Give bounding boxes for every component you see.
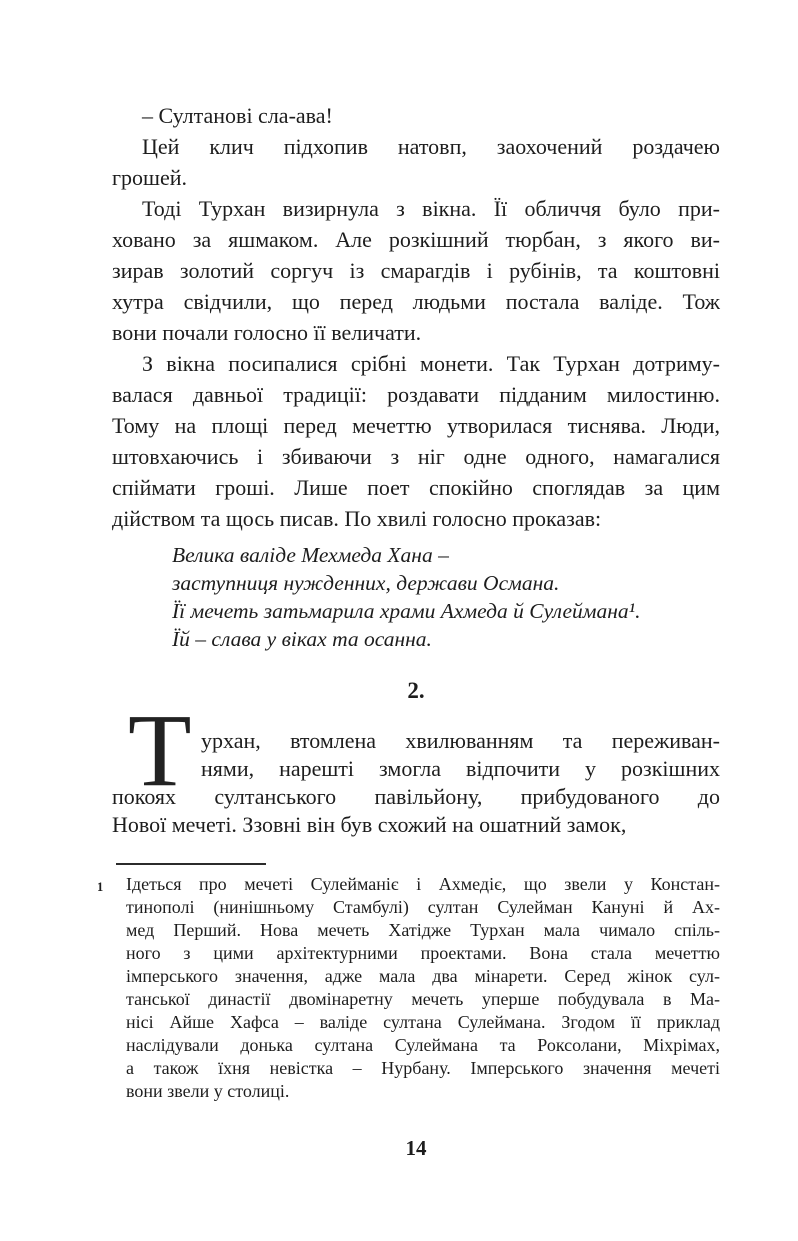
- text-line: танської династії двомінаретну мечеть уперше побудувала в Ма-: [126, 989, 720, 1009]
- text-line: штовхаючись і збиваючи з ніг одне одного, намагалися: [112, 444, 720, 469]
- text-line: спіймати гроші. Лише поет спокійно споглядав за цим: [112, 475, 720, 500]
- body-paragraphs: [112, 100, 720, 534]
- text-line: З вікна посипалися срібні монети. Так Турхан дотриму-: [142, 351, 720, 376]
- text-line: хутра свідчили, що перед людьми постала валіде. Тож: [112, 289, 720, 314]
- paragraph: [112, 348, 720, 534]
- text-line: заступниця нужденних, держави Османа.: [172, 571, 560, 595]
- verse-block: [172, 541, 720, 653]
- text-line: – Султанові сла-ава!: [142, 103, 333, 128]
- text-line: імперського значення, адже мала два мінарети. Серед жінок сул-: [126, 966, 720, 986]
- text-line: а також їхня невістка – Нурбану. Імперського значення мечеті: [126, 1058, 720, 1078]
- paragraph: [112, 100, 720, 131]
- text-line: Тоді Турхан визирнула з вікна. Її обличчя було при-: [142, 196, 720, 221]
- text-line: валася давньої традиції: роздавати підданим милостиню.: [112, 382, 720, 407]
- text-line: зирав золотий соргуч із смарагдів і рубінів, та коштовні: [112, 258, 720, 283]
- text-line: грошей.: [112, 165, 188, 190]
- text-line: урхан, втомлена хвилюванням та переживан-: [201, 728, 720, 753]
- paragraph: [112, 193, 720, 348]
- text-line: ховано за яшмаком. Але розкішний тюрбан, з якого ви-: [112, 227, 720, 252]
- text-line: вони почали голосно її величати.: [112, 320, 422, 345]
- text-line: ного з цими архітектурними проектами. Вона стала мечеттю: [126, 943, 720, 963]
- text-line: Тому на площі перед мечеттю утворилася тиснява. Люди,: [112, 413, 720, 438]
- text-line: Ідеться про мечеті Сулейманіє і Ахмедіє, що звели у Констан-: [126, 874, 720, 894]
- text-line: дійством та щось писав. По хвилі голосно проказав:: [112, 506, 602, 531]
- text-line: Її мечеть затьмарила храми Ахмеда й Сулеймана¹.: [172, 599, 641, 623]
- text-line: Цей клич підхопив натовп, заохочений роздачею: [142, 134, 720, 159]
- text-line: Велика валіде Мехмеда Хана –: [172, 543, 449, 567]
- footnote: [97, 873, 720, 1103]
- dropcap-paragraph: [112, 693, 720, 839]
- text-line: вони звели у столиці.: [126, 1081, 290, 1101]
- text-line: нісі Айше Хафса – валіде султана Сулеймана. Згодом її приклад: [126, 1012, 720, 1032]
- footnote-marker: 1: [97, 880, 104, 894]
- text-line: покоях султанського павільйону, прибудованого до: [112, 784, 720, 809]
- paragraph: [112, 131, 720, 193]
- page-number: 14: [405, 1136, 427, 1160]
- text-line: Нової мечеті. Ззовні він був схожий на ошатний замок,: [112, 812, 627, 837]
- drop-cap: [128, 693, 192, 808]
- text-line: мед Перший. Нова мечеть Хатідже Турхан мала чимало спіль-: [126, 920, 720, 940]
- drop-cap-letter: Т: [128, 693, 192, 808]
- text-line: Їй – слава у віках та осанна.: [172, 627, 432, 651]
- text-line: нями, нарешті змогла відпочити у розкішних: [201, 756, 720, 781]
- footnote-divider: [116, 863, 266, 865]
- section-heading: 2.: [407, 678, 425, 703]
- text-line: наслідували донька султана Сулеймана та Роксолани, Міхрімах,: [126, 1035, 720, 1055]
- text-line: тинополі (нинішньому Стамбулі) султан Сулейман Кануні й Ах-: [126, 897, 720, 917]
